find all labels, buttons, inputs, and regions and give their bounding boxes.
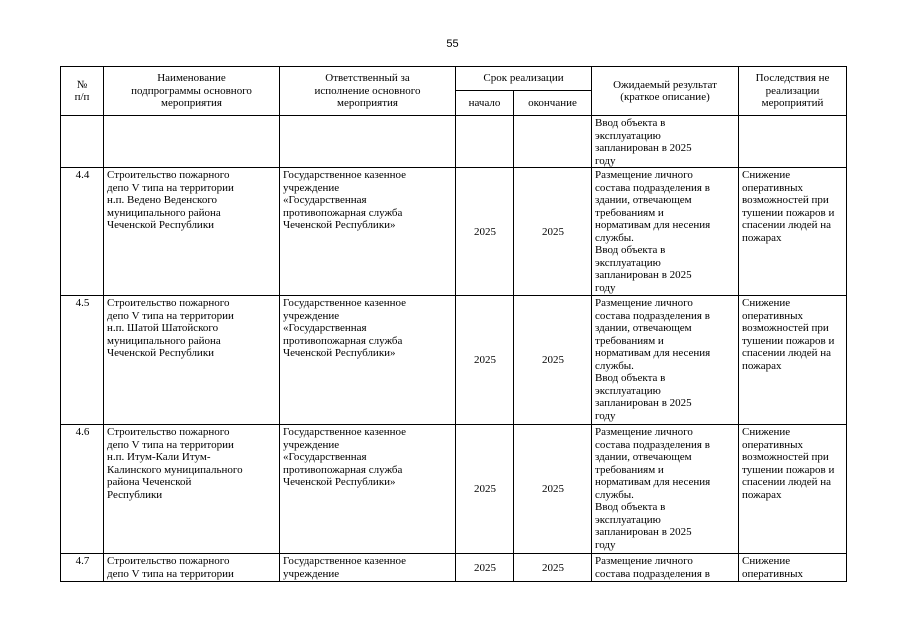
- row-end: [514, 116, 592, 168]
- header-period: Срок реализации: [456, 67, 592, 91]
- row-start: [456, 116, 514, 168]
- table-row: [61, 296, 847, 425]
- row-result: Размещение личного состава подразделения в: [592, 554, 739, 582]
- row-responsible: Государственное казенное учреждение «Государственная противопожарная служба Чеченской Республики»: [280, 425, 456, 554]
- row-num: 4.5: [61, 296, 104, 425]
- table-row: [61, 425, 847, 554]
- row-responsible: Государственное казенное учреждение «Государственная противопожарная служба Чеченской Республики»: [280, 296, 456, 425]
- row-end: 2025: [514, 168, 592, 296]
- table-row: [61, 554, 847, 582]
- header-end: окончание: [514, 91, 592, 116]
- row-start: 2025: [456, 425, 514, 554]
- row-num: 4.6: [61, 425, 104, 554]
- page-number: 55: [446, 38, 459, 50]
- row-result: Размещение личного состава подразделения в здании, отвечающем требованиям и нормативам для несения службы. Ввод объекта в эксплуатацию запланирован в 2025 году: [592, 296, 739, 425]
- row-num: 4.7: [61, 554, 104, 582]
- row-consequences: Снижение оперативных возможностей при тушении пожаров и спасении людей на пожарах: [739, 296, 847, 425]
- row-start: 2025: [456, 296, 514, 425]
- row-name: Строительство пожарного депо V типа на территории н.п. Итум-Кали Итум- Калинского муниципального района Чеченской Республики: [104, 425, 280, 554]
- row-start: 2025: [456, 554, 514, 582]
- row-end: 2025: [514, 554, 592, 582]
- row-num: [61, 116, 104, 168]
- header-num: № п/п: [61, 67, 104, 116]
- row-end: 2025: [514, 425, 592, 554]
- row-name: [104, 116, 280, 168]
- row-responsible: Государственное казенное учреждение «Государственная противопожарная служба Чеченской Республики»: [280, 168, 456, 296]
- row-result: Размещение личного состава подразделения в здании, отвечающем требованиям и нормативам для несения службы. Ввод объекта в эксплуатацию запланирован в 2025 году: [592, 168, 739, 296]
- row-name: Строительство пожарного депо V типа на территории н.п. Шатой Шатойского муниципального района Чеченской Республики: [104, 296, 280, 425]
- header-result: Ожидаемый результат (краткое описание): [592, 67, 739, 116]
- row-responsible: Государственное казенное учреждение: [280, 554, 456, 582]
- row-consequences: Снижение оперативных: [739, 554, 847, 582]
- table-row: [61, 168, 847, 296]
- row-responsible: [280, 116, 456, 168]
- row-name: Строительство пожарного депо V типа на территории: [104, 554, 280, 582]
- header-consequences: Последствия не реализации мероприятий: [739, 67, 847, 116]
- row-result: Размещение личного состава подразделения в здании, отвечающем требованиям и нормативам для несения службы. Ввод объекта в эксплуатацию запланирован в 2025 году: [592, 425, 739, 554]
- row-start: 2025: [456, 168, 514, 296]
- row-num: 4.4: [61, 168, 104, 296]
- row-end: 2025: [514, 296, 592, 425]
- program-table: [60, 66, 847, 582]
- header-start: начало: [456, 91, 514, 116]
- row-consequences: [739, 116, 847, 168]
- row-consequences: Снижение оперативных возможностей при тушении пожаров и спасении людей на пожарах: [739, 168, 847, 296]
- table-row: [61, 116, 847, 168]
- header-name: Наименование подпрограммы основного мероприятия: [104, 67, 280, 116]
- row-result: Ввод объекта в эксплуатацию запланирован в 2025 году: [592, 116, 739, 168]
- row-consequences: Снижение оперативных возможностей при тушении пожаров и спасении людей на пожарах: [739, 425, 847, 554]
- row-name: Строительство пожарного депо V типа на территории н.п. Ведено Веденского муниципального района Чеченской Республики: [104, 168, 280, 296]
- header-responsible: Ответственный за исполнение основного мероприятия: [280, 67, 456, 116]
